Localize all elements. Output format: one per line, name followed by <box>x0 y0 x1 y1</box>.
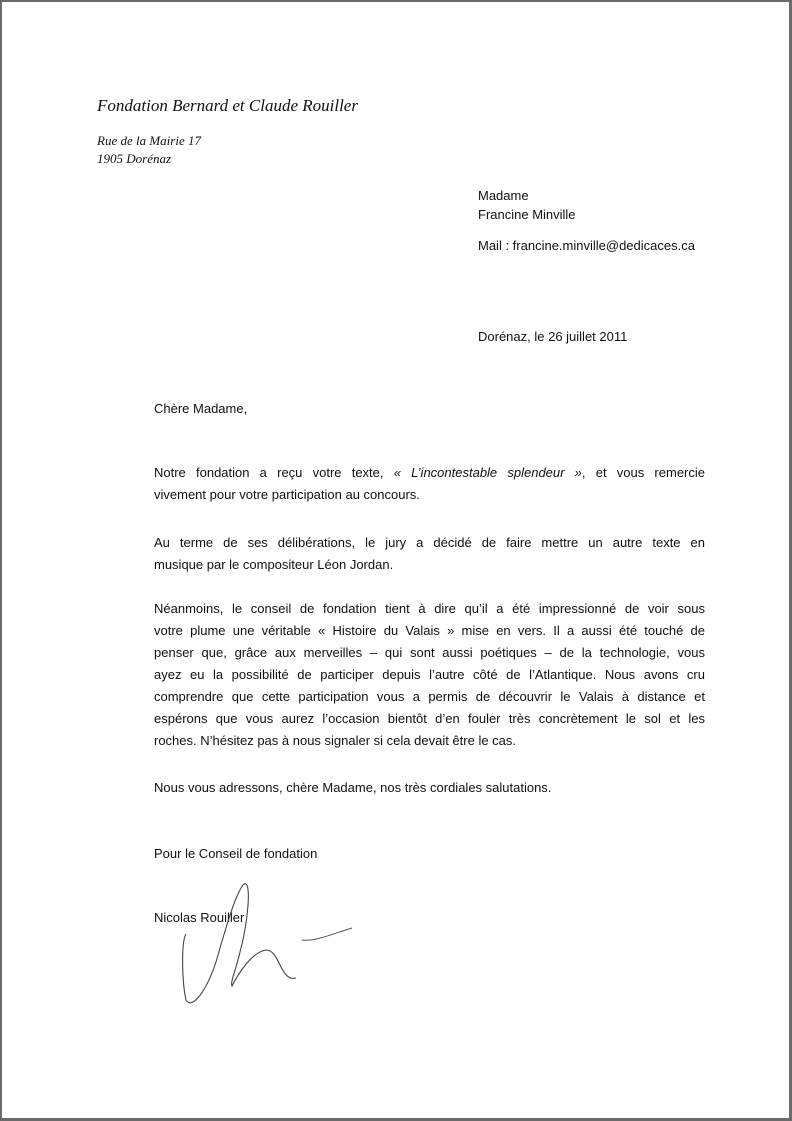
recipient-block <box>478 186 576 224</box>
sender-address <box>97 132 201 168</box>
paragraph-2: Au terme de ses délibérations, le jury a décidé de faire mettre un autre texte en musique par le compositeur Léon Jordan. <box>154 535 705 572</box>
sender-street: Rue de la Mairie 17 <box>97 133 201 148</box>
paragraph-1-line-1: Notre fondation a reçu votre texte, « L’incontestable splendeur », et vous remercie <box>154 465 705 480</box>
recipient-mail: Mail : francine.minville@dedicaces.ca <box>478 238 695 253</box>
paragraph-4: Nous vous adressons, chère Madame, nos très cordiales salutations. <box>154 780 552 795</box>
sender-city: 1905 Dorénaz <box>97 151 172 166</box>
signature-icon <box>172 882 372 1012</box>
signer-name: Nicolas Rouiller <box>154 910 245 925</box>
recipient-title: Madame <box>478 188 529 203</box>
sender-name: Fondation Bernard et Claude Rouiller <box>97 96 358 115</box>
text-title: « L’incontestable splendeur » <box>393 465 582 480</box>
closing-line: Pour le Conseil de fondation <box>154 846 318 861</box>
paragraph-1 <box>154 462 705 506</box>
paragraph-1-line-2: vivement pour votre participation au concours. <box>154 487 420 502</box>
paragraph-3: Néanmoins, le conseil de fondation tient à dire qu’il a été impressionné de voir sous votre plume une véritable « Histoire du Valais » mise en vers. Il a aussi été touché de penser que, grâce aux merveilles – qui sont aussi poétiques – de la technologie, vous ayez eu la possibilité de participer depuis l’autre côté de l’Atlantique. Nous avons cru comprendre que cette participation vous a permis de découvrir le Valais à distance et espérons que vous aurez l’occasion bientôt d’en fouler très concrètement le sol et les roches. N’hésitez pas à nous signaler si cela devait être le cas. <box>154 601 705 748</box>
salutation: Chère Madame, <box>154 401 248 416</box>
recipient-name: Francine Minville <box>478 207 576 222</box>
letter-date: Dorénaz, le 26 juillet 2011 <box>478 329 628 344</box>
